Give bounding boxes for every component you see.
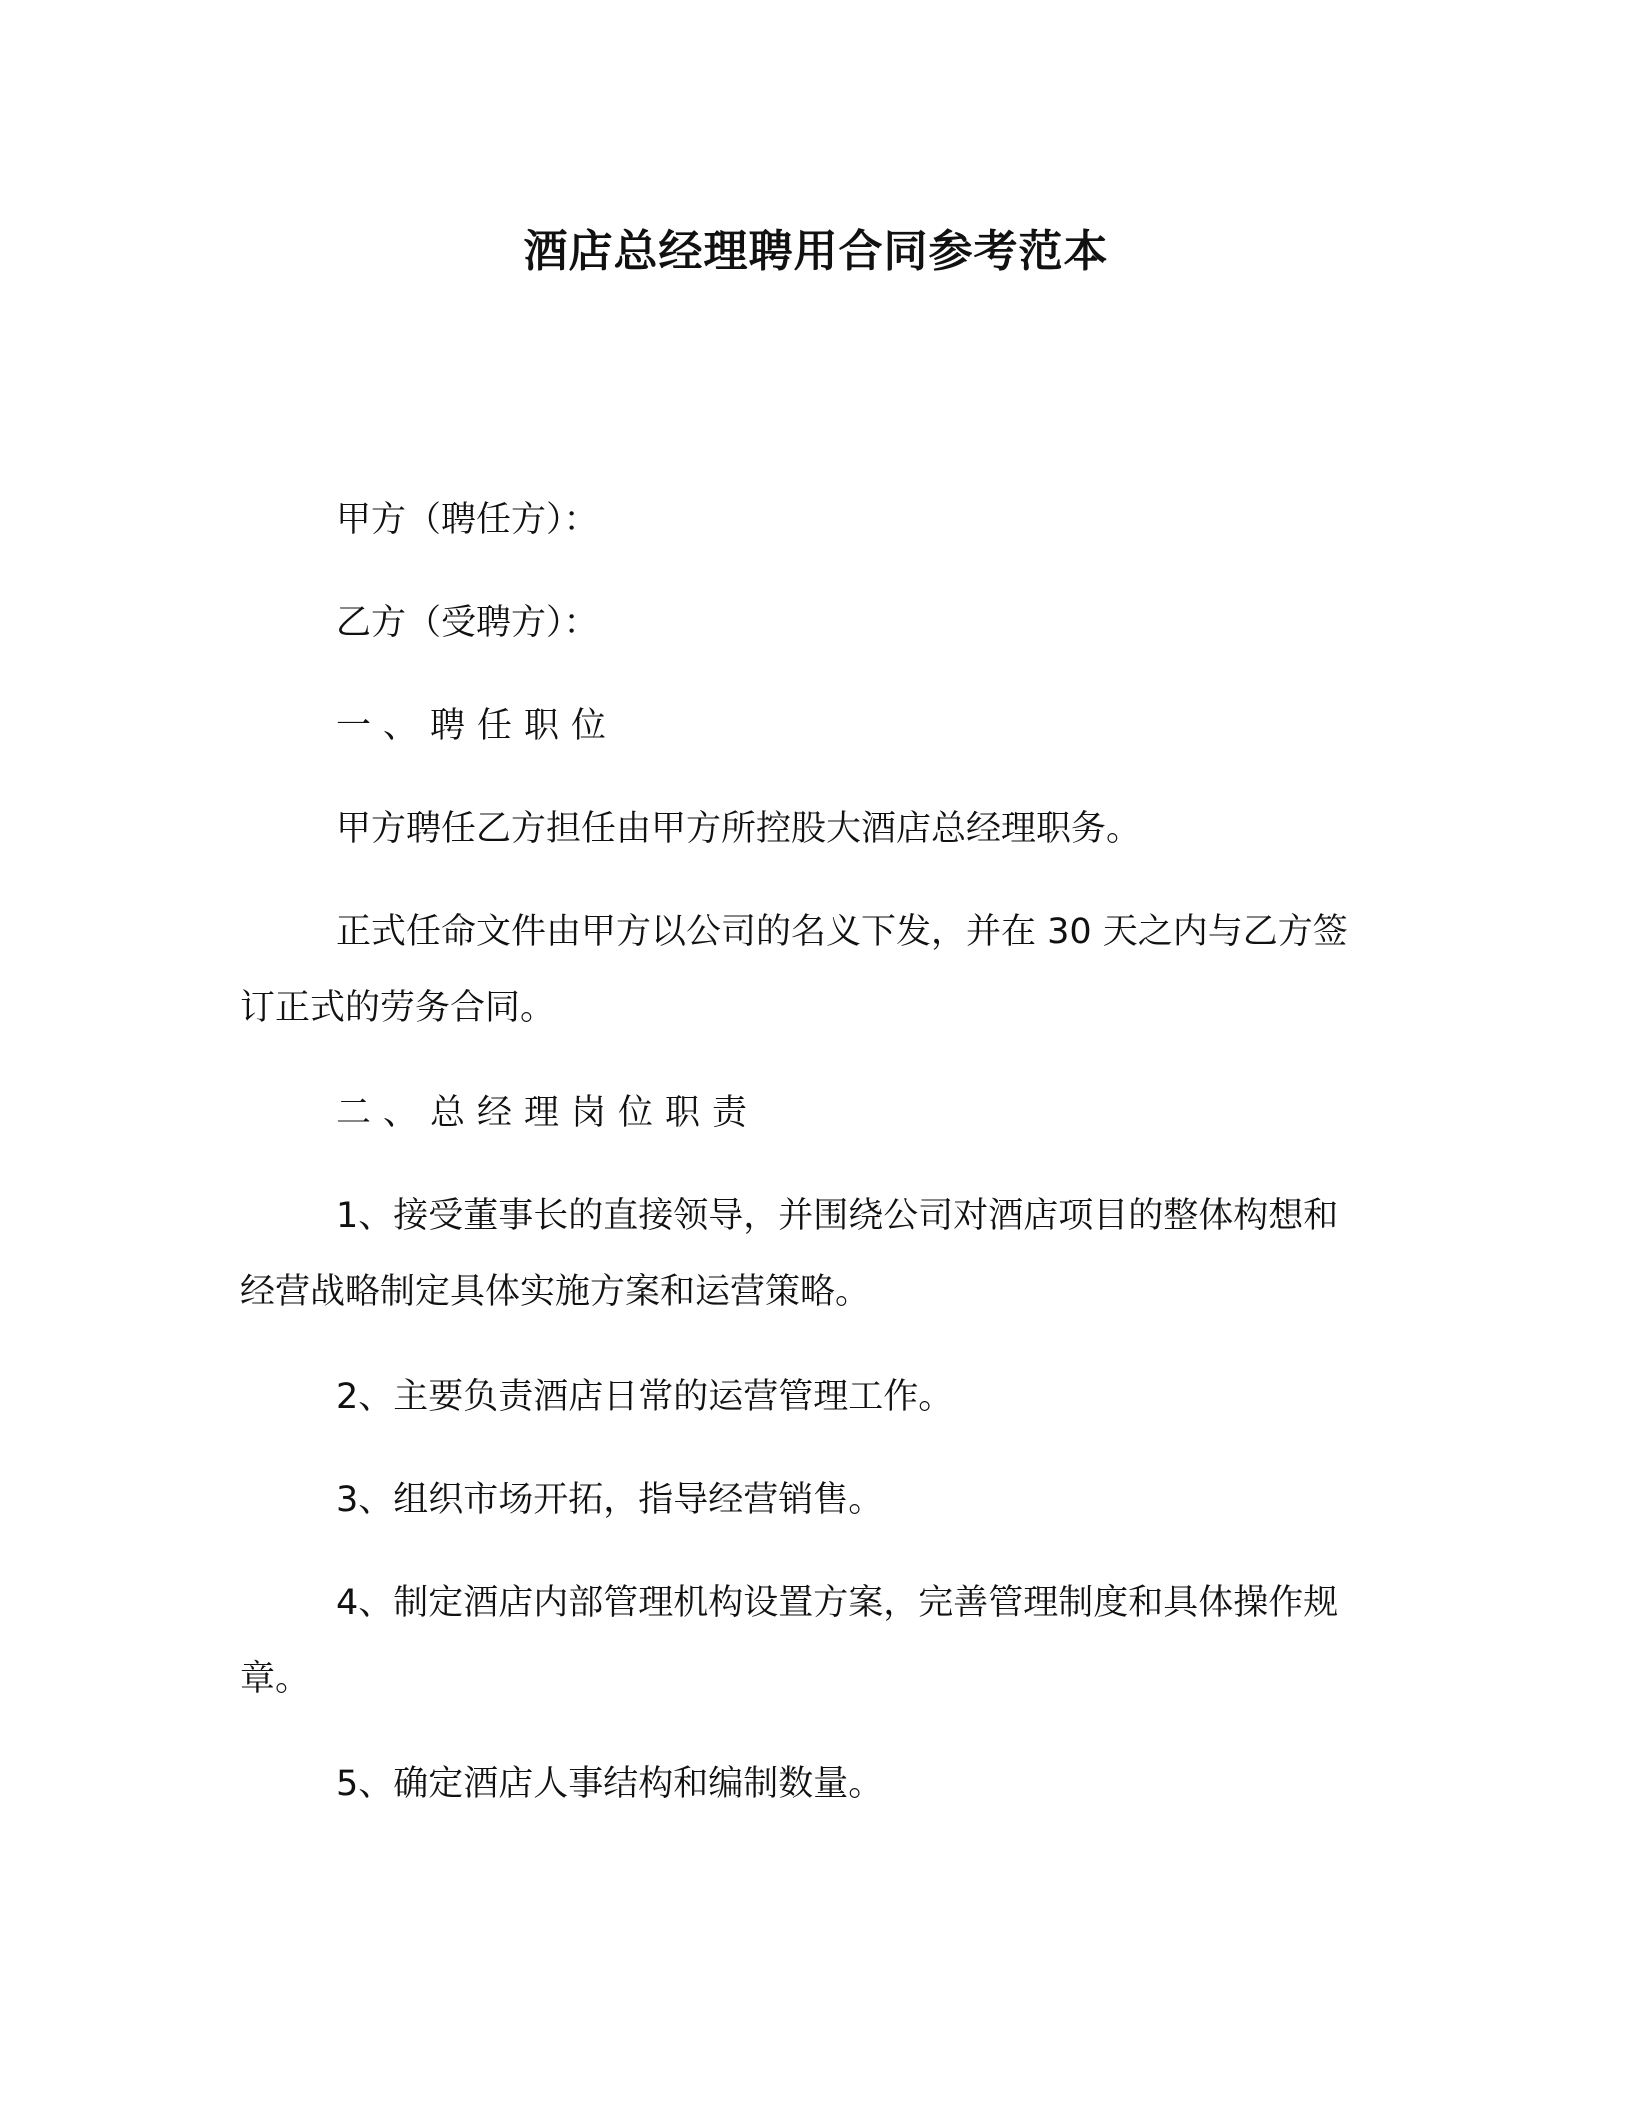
duty-item-2: 2、主要负责酒店日常的运营管理工作。 [336,1377,954,1417]
paragraph-appointment: 甲方聘任乙方担任由甲方所控股大酒店总经理职务。 [336,809,1142,849]
duty-item-5: 5、确定酒店人事结构和编制数量。 [336,1764,884,1804]
section-heading-position: 一、聘任职位 [336,706,619,746]
duty-item-3: 3、组织市场开拓，指导经营销售。 [336,1480,884,1520]
paragraph-appointment-document: 正式任命文件由甲方以公司的名义下发，并在 30 天之内与乙方签订正式的劳务合同。 [240,912,1348,1028]
duty-item-1: 1、接受董事长的直接领导，并围绕公司对酒店项目的整体构想和经营战略制定具体实施方案和运营策略。 [240,1196,1339,1312]
section-heading-duties: 二、总经理岗位职责 [336,1093,760,1133]
duty-item-4: 4、制定酒店内部管理机构设置方案，完善管理制度和具体操作规章。 [240,1583,1339,1699]
party-a-line: 甲方（聘任方）： [336,500,599,540]
party-b-line: 乙方（受聘方）： [336,603,599,643]
document-title: 酒店总经理聘用合同参考范本 [523,226,1109,277]
